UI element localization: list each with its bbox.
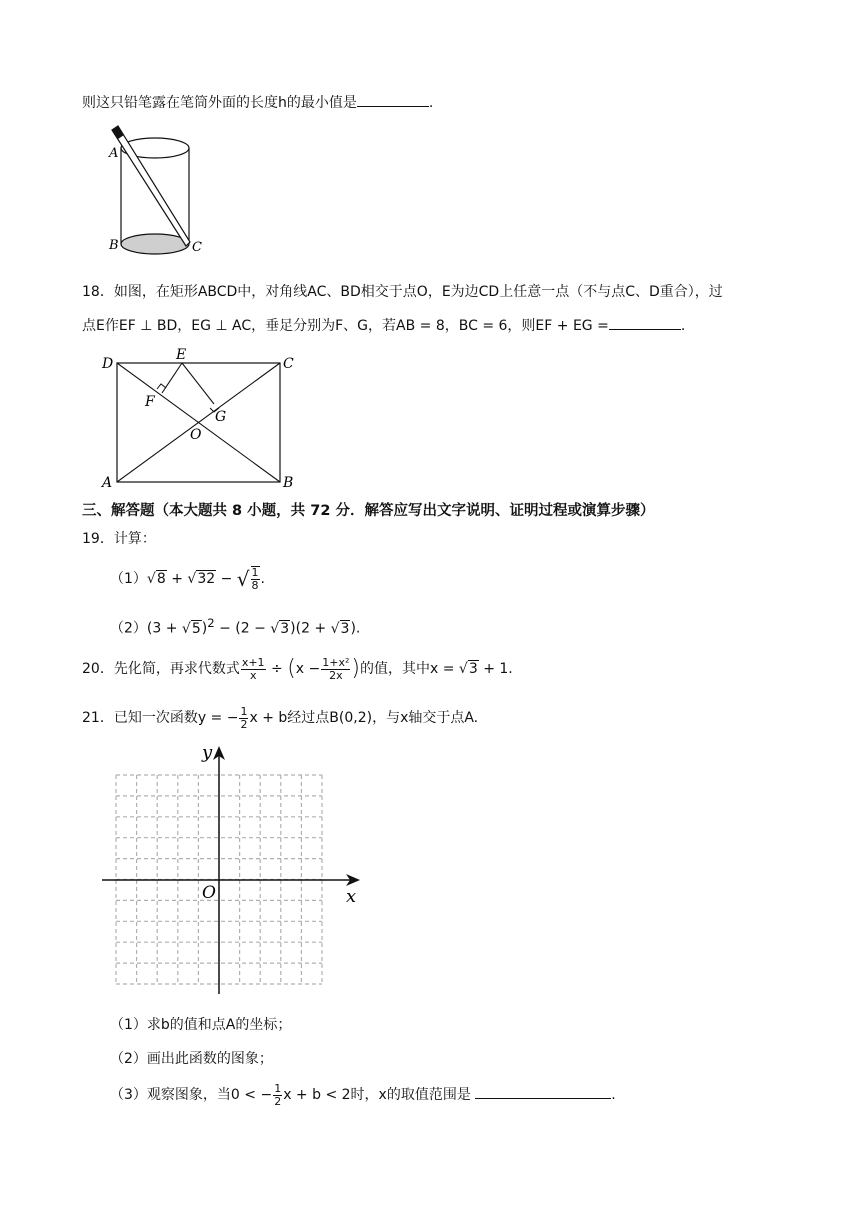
q21-stem xyxy=(82,703,478,733)
q18-end: . xyxy=(680,318,686,334)
pencil-cylinder-figure xyxy=(104,122,214,258)
section-title: 三、解答题（本大题共 8 小题，共 72 分．解答应写出文字说明、证明过程或演算步骤） xyxy=(82,503,655,519)
q20-frac1-num: x+1 xyxy=(241,655,265,669)
q19-p1-frac-den: 8 xyxy=(251,579,259,592)
label-A: A xyxy=(109,146,119,161)
q17-tail-line xyxy=(82,90,433,113)
q20-frac2-num: 1+x² xyxy=(322,655,350,669)
q21-suffix: x + b经过点B(0,2)，与x轴交于点A. xyxy=(249,710,479,726)
q21-p3-answer-blank xyxy=(475,1082,611,1099)
q19-p2-exp: 2 xyxy=(207,616,215,630)
q19-part2: $(2)(3 + √5)^2 - (2 - √3)(2 + √3)$. xyxy=(110,616,361,637)
q19-p2-mid: − (2 − xyxy=(214,620,271,637)
q18-line2 xyxy=(82,313,685,336)
label-G: G xyxy=(215,409,227,425)
q20-root: 3 xyxy=(468,661,478,677)
q19-p1-root-a: 8 xyxy=(156,571,166,587)
q21-p3-frac-num: 1 xyxy=(274,1081,282,1095)
q21-p3-end: . xyxy=(611,1087,616,1103)
q19-p2-end: ). xyxy=(350,620,361,637)
q20-suffix: + 1. xyxy=(478,661,513,677)
q19-p2-open: (3 + xyxy=(146,620,182,637)
q18-line2-text: 点E作EF ⊥ BD，EG ⊥ AC，垂足分别为F、G，若AB = 8，BC = 6，则EF + EG = xyxy=(82,318,609,334)
q18-answer-blank xyxy=(609,313,681,330)
q19-p2-label: （2） xyxy=(110,620,147,637)
y-axis-label: y xyxy=(202,742,213,763)
q21-part2: （2）画出此函数的图象； xyxy=(110,1051,273,1067)
q19-p1-minus: − xyxy=(216,571,237,587)
q19-stem: 19．计算： xyxy=(82,531,156,547)
origin-label: O xyxy=(202,883,216,903)
coordinate-grid-figure xyxy=(96,740,368,1000)
q19-p1-end: . xyxy=(260,571,265,587)
q17-answer-blank xyxy=(357,90,429,107)
q21-part1: （1）求b的值和点A的坐标； xyxy=(110,1017,292,1033)
q20-prefix: 20．先化简，再求代数式 xyxy=(82,661,240,677)
q21-prefix: 21．已知一次函数y = − xyxy=(82,710,239,726)
label-C: C xyxy=(283,356,294,372)
q21-frac-den: 2 xyxy=(240,717,248,731)
q21-p3-frac-den: 2 xyxy=(274,1094,282,1108)
label-E: E xyxy=(176,347,187,363)
q19-p2-mid2: )(2 + xyxy=(290,620,331,637)
q17-tail-text: 则这只铅笔露在笔筒外面的长度h的最小值是 xyxy=(82,95,357,111)
q21-p3-prefix: （3）观察图象，当0 < − xyxy=(110,1087,273,1103)
label-B: B xyxy=(283,475,294,490)
q20-div: ÷ xyxy=(266,661,288,677)
q21-part3 xyxy=(110,1080,616,1110)
q20-frac1-den: x xyxy=(249,668,257,682)
q18-line1: 18．如图，在矩形ABCD中，对角线AC、BD相交于点O，E为边CD上任意一点（不与点C、D重合），过 xyxy=(82,284,723,300)
label-F: F xyxy=(145,394,155,410)
rectangle-figure xyxy=(98,346,298,490)
q19-p2-close: ) xyxy=(201,620,208,637)
q19-p1-frac-num: 1 xyxy=(251,566,259,579)
q19-p1-root-b: 32 xyxy=(197,571,216,587)
q21-p3-mid: x + b < 2时，x的取值范围是 xyxy=(283,1087,471,1103)
x-axis-label: x xyxy=(346,886,357,907)
label-D: D xyxy=(102,356,114,372)
q21-frac-num: 1 xyxy=(240,704,248,718)
q19-p2-root3: 3 xyxy=(340,620,350,637)
label-B: B xyxy=(109,238,119,253)
q20-x-minus: x − xyxy=(295,661,321,677)
q19-p2-root2: 3 xyxy=(280,620,290,637)
q19-p1-plus: + xyxy=(166,571,188,587)
q17-tail-end: . xyxy=(428,95,434,111)
q20-line: 20．先化简，再求代数式 $\frac{x+1}{x}$ ÷ (x − $\frac{\text{1+x²}}{2x}$ )的值，其中x = √3 + 1. xyxy=(82,655,513,682)
q19-part1: （1）√8 + √32 − √ $\frac{1}{8}$ . xyxy=(110,566,265,592)
q20-mid: 的值，其中x = xyxy=(360,661,459,677)
label-O: O xyxy=(190,427,202,443)
q20-frac2-den: 2x xyxy=(329,668,343,682)
label-A: A xyxy=(102,475,113,490)
label-C: C xyxy=(192,240,202,255)
q19-p1-label: （1） xyxy=(110,571,147,587)
q19-p2-root1: 5 xyxy=(191,620,201,637)
